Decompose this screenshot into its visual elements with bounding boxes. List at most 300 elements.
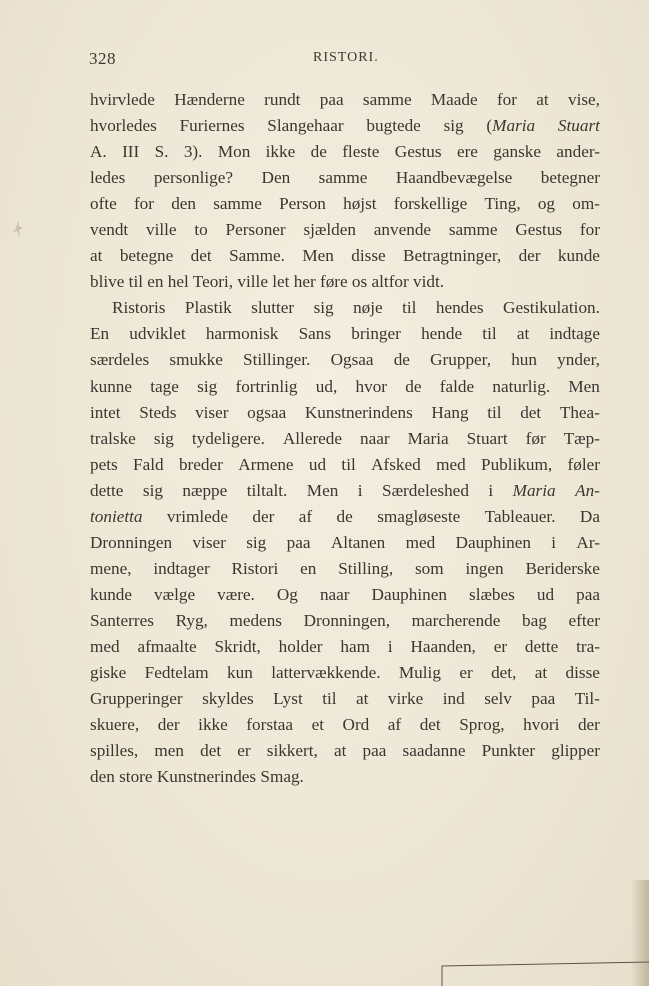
text-line [90, 530, 600, 556]
word [145, 660, 209, 686]
word-part: ogsaa [247, 402, 287, 422]
word [90, 530, 172, 556]
word [213, 191, 262, 217]
word [90, 113, 157, 139]
word-part: Armene [238, 454, 294, 474]
word [395, 139, 442, 165]
word-part: ud [536, 584, 555, 604]
word [247, 400, 286, 426]
word [90, 452, 118, 478]
word-part: for [579, 220, 600, 240]
word [90, 374, 132, 400]
word [535, 660, 547, 686]
word [180, 113, 245, 139]
word-part: samme [362, 90, 412, 109]
word [176, 608, 208, 634]
word-part: smukke [169, 350, 223, 370]
word-part: Haandbevægelse [395, 168, 513, 188]
word-part: virke [387, 689, 424, 709]
word [90, 191, 117, 217]
word-part: hende [421, 324, 463, 344]
word [431, 87, 478, 113]
word [485, 504, 556, 530]
word-part: naturlig. [492, 376, 551, 396]
word-part: efter [568, 610, 600, 630]
word-part: disse [565, 663, 600, 683]
word [143, 478, 163, 504]
word-part: Da [579, 506, 600, 526]
word [283, 426, 342, 452]
word [214, 634, 260, 660]
word-part: Ristoris [112, 298, 166, 318]
word [568, 87, 600, 113]
word-part: de [310, 142, 327, 162]
word-part: der [518, 246, 541, 266]
word [133, 452, 164, 478]
word [556, 139, 600, 165]
word-part: vise, [567, 90, 600, 109]
word [302, 243, 334, 269]
word [351, 243, 385, 269]
word-part: Stuart [466, 428, 508, 448]
word [264, 87, 300, 113]
word-part: ganske [493, 142, 542, 162]
word [420, 712, 441, 738]
word [320, 87, 344, 113]
word-part: det, [491, 663, 517, 683]
word-part: Gestus [394, 142, 442, 162]
word [273, 686, 303, 712]
word-part: dette [524, 636, 559, 656]
word [200, 738, 221, 764]
word [488, 478, 493, 504]
word-part: giske [90, 663, 127, 683]
word-part: og [537, 194, 556, 214]
word-part: rundt [264, 90, 301, 109]
word-part: Stillinger. [243, 350, 311, 370]
word-part: hendes [435, 298, 484, 318]
word-part: paa [286, 532, 311, 552]
word-part: hvorledes [90, 116, 157, 136]
word-part: er [237, 741, 251, 761]
word [134, 191, 154, 217]
word [150, 374, 179, 400]
word-part: af [387, 715, 402, 735]
word-part: An- [575, 480, 600, 500]
word-part: det [419, 715, 441, 735]
word-part: med [90, 636, 120, 656]
word-part: vælge [154, 584, 196, 604]
word [443, 686, 465, 712]
word-part: det [520, 402, 542, 422]
word-part: er [493, 636, 508, 656]
word-part: viser [195, 402, 229, 422]
word-part: sjælden [303, 220, 356, 240]
word [120, 243, 173, 269]
word [267, 113, 343, 139]
word [486, 113, 535, 139]
word-part: de [336, 506, 353, 526]
page-header [0, 49, 649, 73]
word [482, 321, 496, 347]
word [511, 347, 537, 373]
word [90, 738, 138, 764]
word-part: paa [362, 741, 387, 761]
word [492, 374, 550, 400]
word-part: tonietta [90, 506, 143, 526]
word [388, 712, 401, 738]
word-part: sig [313, 298, 334, 318]
word-part: ud [308, 454, 327, 474]
word-part: føler [567, 454, 600, 474]
word [171, 191, 196, 217]
word [497, 87, 517, 113]
word [484, 191, 520, 217]
word-part: at [516, 324, 530, 344]
word [406, 530, 436, 556]
word [90, 582, 132, 608]
word [487, 400, 501, 426]
word-part: Maade [430, 90, 478, 109]
word [195, 400, 228, 426]
word [90, 686, 183, 712]
word [525, 556, 599, 582]
word-part: Tableauer. [484, 506, 556, 526]
word [129, 321, 185, 347]
word [415, 556, 444, 582]
word [235, 374, 297, 400]
word-part: Afsked [371, 454, 421, 474]
word-part: Santerres [90, 610, 154, 630]
word-part: for [133, 194, 154, 214]
word-part: for [496, 90, 517, 109]
word-part: at [90, 246, 103, 266]
word [237, 738, 250, 764]
word [198, 712, 228, 738]
word [538, 191, 555, 217]
word-part: ander- [556, 142, 600, 162]
word [351, 321, 401, 347]
word-part: udviklet [129, 324, 186, 344]
word [251, 295, 294, 321]
word-part: sig [246, 532, 267, 552]
word-part: de [393, 350, 410, 370]
word [90, 634, 120, 660]
word-part: skyldes [202, 689, 254, 709]
word-part: smagløseste [377, 506, 461, 526]
word-part: Særdeleshed [382, 480, 469, 500]
word-part: Publikum, [481, 454, 553, 474]
text-line [90, 712, 600, 738]
text-line [90, 295, 600, 321]
word [154, 165, 233, 191]
word-part: Gestikulation. [503, 298, 600, 318]
word [444, 113, 464, 139]
word-part: paa [319, 90, 344, 109]
text-line [90, 347, 600, 373]
word [525, 634, 558, 660]
word [519, 243, 541, 269]
word [560, 400, 600, 426]
word-part: Men [302, 246, 334, 266]
word [90, 556, 132, 582]
word [430, 347, 491, 373]
word [531, 686, 555, 712]
word [374, 217, 431, 243]
word [459, 660, 472, 686]
word-part: ingen [465, 558, 504, 578]
page-number: 328 [89, 49, 116, 68]
word-part: personlige? [153, 168, 234, 188]
word [399, 660, 441, 686]
word [403, 738, 466, 764]
word [353, 295, 383, 321]
page-corner-bracket [440, 960, 649, 986]
word [197, 374, 217, 400]
word-part: Ar- [576, 532, 600, 552]
word-part: der [157, 715, 180, 735]
word-part: sikkert, [266, 741, 318, 761]
word [267, 738, 318, 764]
word-part: Person [279, 194, 326, 214]
word [232, 556, 279, 582]
word-part: ville [145, 220, 177, 240]
word-part: forskellige [393, 194, 468, 214]
word-part: Hang [431, 402, 469, 422]
word [465, 556, 503, 582]
word [331, 530, 385, 556]
word [271, 660, 380, 686]
text-line [90, 217, 600, 243]
word-part: naar [360, 428, 390, 448]
text-line [90, 582, 600, 608]
text-line [90, 426, 600, 452]
word-part: skuere, [90, 715, 140, 735]
text-line [90, 374, 600, 400]
word [154, 582, 195, 608]
word-part: Dauphinen [371, 584, 447, 604]
word-part: to [194, 220, 208, 240]
text-line [90, 504, 600, 530]
word [154, 426, 174, 452]
word [371, 452, 421, 478]
word [342, 139, 379, 165]
word-part: S. [154, 142, 169, 162]
word-part: Kunstnerindens [304, 402, 413, 422]
word [557, 347, 600, 373]
word [513, 478, 556, 504]
word-part: glipper [551, 741, 600, 761]
word [515, 217, 562, 243]
text-line [90, 113, 600, 139]
word [146, 217, 177, 243]
word [578, 712, 600, 738]
word-part: sig [153, 428, 174, 448]
word [262, 165, 291, 191]
word [484, 686, 512, 712]
word-part: 3). [183, 142, 203, 162]
word [90, 217, 128, 243]
word [469, 582, 515, 608]
word-part: højst [343, 194, 377, 214]
word-part: fleste [342, 142, 380, 162]
word-part: A. [90, 142, 107, 162]
word [179, 452, 223, 478]
word-part: Haanden, [410, 636, 476, 656]
text-line [90, 660, 600, 686]
word-part: til [341, 454, 356, 474]
word-part: Stilling, [338, 558, 394, 578]
text-line [90, 321, 600, 347]
word [343, 712, 370, 738]
word [191, 243, 212, 269]
word-part: men [154, 741, 184, 761]
word [366, 113, 420, 139]
word [90, 426, 136, 452]
word-part: hun [511, 350, 537, 370]
word-part: i [387, 636, 393, 656]
word [402, 295, 416, 321]
word [421, 321, 462, 347]
word [377, 504, 460, 530]
word [229, 608, 282, 634]
word-part: som [414, 558, 444, 578]
word [575, 478, 600, 504]
word [522, 608, 547, 634]
word-part: III [122, 142, 140, 162]
word-part: ofte [90, 194, 117, 214]
word-part: Men [306, 480, 339, 500]
word-part: at [536, 90, 549, 109]
word-part: Stuart [557, 116, 600, 136]
word [481, 452, 552, 478]
word-part: ere [456, 142, 478, 162]
word [436, 452, 466, 478]
word [520, 400, 541, 426]
word-part: Grupper, [430, 350, 492, 370]
word-part: paa [576, 584, 600, 604]
word-part: sig [197, 376, 218, 396]
word-part: Personer [225, 220, 286, 240]
word [358, 478, 363, 504]
word-part: sig [443, 116, 464, 136]
word [217, 582, 255, 608]
text-line [90, 556, 600, 582]
text-line [90, 191, 600, 217]
word [412, 608, 501, 634]
word-part: et [311, 715, 324, 735]
word [503, 295, 600, 321]
word-part: disse [351, 246, 386, 266]
word-part: Tæp- [563, 428, 600, 448]
word [456, 530, 531, 556]
word [493, 139, 541, 165]
word [431, 400, 468, 426]
word-part: indtager [153, 558, 210, 578]
word-part: saadanne [402, 741, 466, 761]
word-part: bringer [351, 324, 401, 344]
word-part: pets [90, 454, 118, 474]
word-part: Punkter [481, 741, 536, 761]
word [226, 217, 286, 243]
word [356, 374, 388, 400]
word-part: en [300, 558, 317, 578]
word-part: den [171, 194, 197, 214]
word [372, 582, 447, 608]
word-part: Til- [574, 689, 600, 709]
word-part: forstaa [246, 715, 294, 735]
running-head: RISTORI. [313, 50, 379, 65]
word-part: bugtede [366, 116, 421, 136]
word-part: samme [448, 220, 498, 240]
word [218, 139, 250, 165]
word [305, 400, 413, 426]
word [322, 686, 336, 712]
word [192, 530, 225, 556]
word [316, 374, 337, 400]
word [467, 426, 508, 452]
word-part: Sans [298, 324, 332, 344]
word [551, 738, 600, 764]
word-part: Skridt, [214, 636, 261, 656]
word [279, 634, 323, 660]
word-part: medens [229, 610, 282, 630]
word-part: Thea- [559, 402, 600, 422]
word-part: Lyst [273, 689, 303, 709]
word [340, 634, 370, 660]
word [169, 347, 222, 373]
word [320, 582, 350, 608]
word [174, 87, 245, 113]
word [343, 191, 376, 217]
text-line [90, 87, 600, 113]
word-part: spilles, [90, 741, 139, 761]
word [580, 504, 600, 530]
word [551, 530, 556, 556]
word [576, 634, 600, 660]
word-part: vendt [90, 220, 129, 240]
word [363, 738, 387, 764]
word-part: Fedtelam [144, 663, 209, 683]
word [158, 712, 180, 738]
word [580, 217, 600, 243]
word-part: betegner [540, 168, 600, 188]
word-part: til [487, 402, 502, 422]
word [436, 295, 484, 321]
word [319, 165, 368, 191]
word [541, 165, 600, 191]
word [363, 87, 412, 113]
word-part: Ting, [484, 194, 521, 214]
word [394, 347, 410, 373]
word [184, 139, 203, 165]
word-part: Allerede [282, 428, 343, 448]
word-part: ikke [265, 142, 296, 162]
word-part: Dauphinen [455, 532, 531, 552]
word [564, 426, 600, 452]
word-part: tiltalt. [246, 480, 288, 500]
word-part: hvor [355, 376, 388, 396]
word-part: Slangehaar [267, 116, 344, 136]
word [185, 295, 232, 321]
word [405, 374, 421, 400]
word [246, 712, 293, 738]
word-part: der [577, 715, 600, 735]
word-part: til [482, 324, 497, 344]
word [90, 478, 123, 504]
word-part: Sprog, [459, 715, 505, 735]
word [192, 426, 265, 452]
